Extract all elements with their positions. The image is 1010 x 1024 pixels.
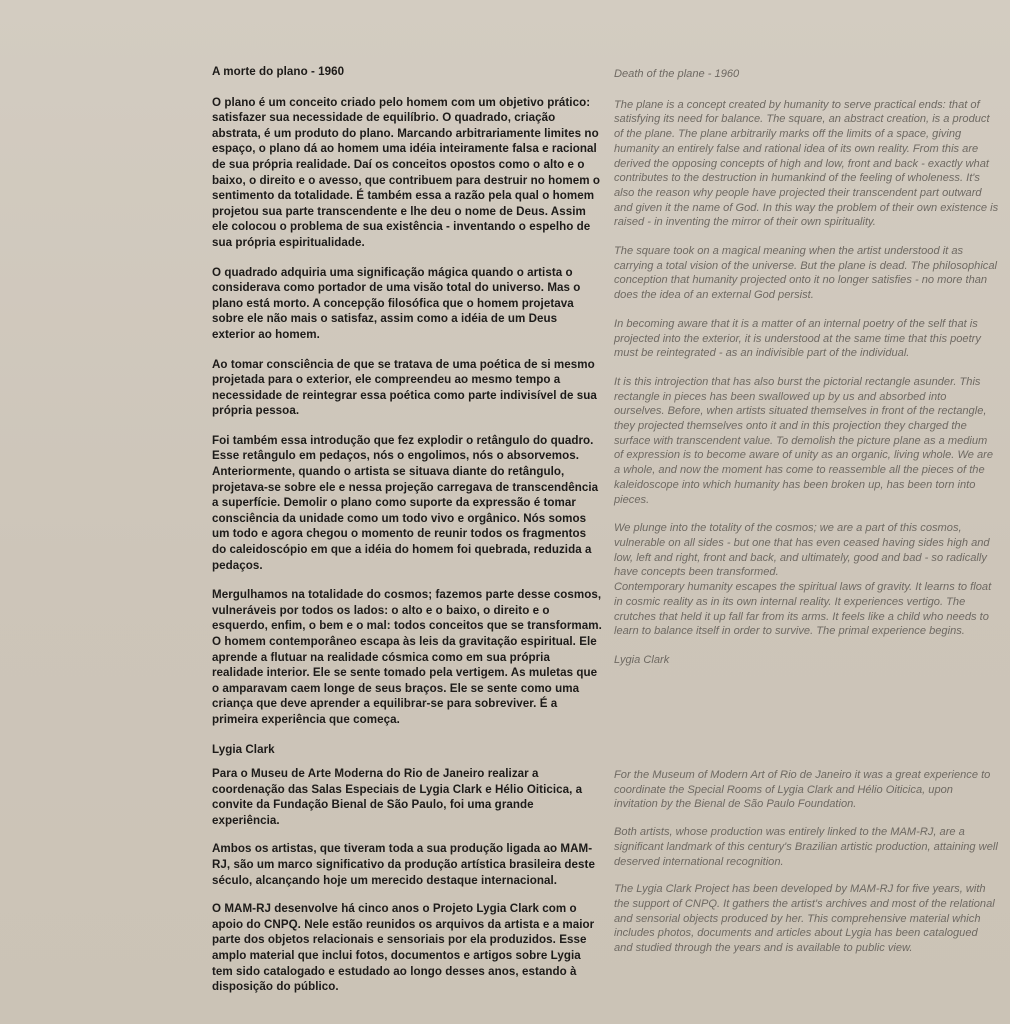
manifesto-paragraph-en: Contemporary humanity escapes the spiritual laws of gravity. It learns to float in cosmic reality as in its own internal reality. It experiences vertigo. The crutches that held it up fall far from its arms. It feels like a child who needs to learn to balance itself in order to survive. The primal experience begins. bbox=[614, 581, 992, 638]
manifesto-title-en: Death of the plane - 1960 bbox=[614, 68, 740, 80]
museum-paragraph-pt: Ambos os artistas, que tiveram toda a sua produção ligada ao MAM-RJ, são um marco significativo da produção artística brasileira deste século, alcançando hoje um merecido destaque internacional. bbox=[212, 842, 595, 887]
manifesto-paragraph-pt: Foi também essa introdução que fez explodir o retângulo do quadro. Esse retângulo em pedaços, nós o engolimos, nós o absorvemos. Anteriormente, quando o artista se situava diante do retângulo, projetava-se sobre ele e nessa projeção carregava de transcendência a superfície. Demolir o plano como suporte da expressão é tomar consciência da unidade como um todo vivo e orgânico. Nós somos um todo e agora chegou o momento de reunir todos os fragmentos do caleidoscópio em que a idéia do homem foi quebrada, reduzida a pedaços. bbox=[212, 433, 599, 572]
museum-note-en bbox=[614, 768, 999, 956]
museum-paragraph-pt: O MAM-RJ desenvolve há cinco anos o Projeto Lygia Clark com o apoio do CNPQ. Nele estão reunidos os arquivos da artista e a maior parte dos objetos relacionais e sensoriais por ela produzidos. Esse amplo material que inclui fotos, documentos e artigos sobre Lygia tem sido catalogado e estudado ao longo desses anos, estando à disposição do público. bbox=[212, 902, 595, 994]
manifesto-paragraph-pt: Ao tomar consciência de que se tratava de uma poética de si mesmo projetada para o exterior, ele compreendeu ao mesmo tempo a necessidade de reintegrar essa poética como parte indivisível de sua própria pessoa. bbox=[212, 357, 597, 418]
museum-paragraph-en: For the Museum of Modern Art of Rio de Janeiro it was a great experience to coordinate the Special Rooms of Lygia Clark and Hélio Oiticica, upon invitation by the Bienal de São Paulo Foundation. bbox=[614, 769, 991, 811]
manifesto-paragraph-pt: Mergulhamos na totalidade do cosmos; fazemos parte desse cosmos, vulneráveis por todos os lados: o alto e o baixo, o direito e o esquerdo, enfim, o bem e o mal: todos conceitos que se transformam. O homem contemporâneo escapa às leis da gravitação espiritual. Ele aprende a flutuar na realidade cósmica como em sua própria realidade interior. Ele se sente tomado pela vertigem. As muletas que o amparavam caem longe de seus braços. Ele se sente como uma criança que deve aprender a equilibrar-se para sobreviver. É a primeira experiência que começa. bbox=[212, 588, 602, 726]
manifesto-paragraph-en: It is this introjection that has also burst the pictorial rectangle asunder. This rectangle in pieces has been swallowed up by us and absorbed into ourselves. Before, when artists situated themselves in front of the rectangle, they projected themselves onto it and in this projection they charged the surface with transcendent value. To demolish the picture plane as a medium of expression is to become aware of unity as an organic, living whole. We are a whole, and now the moment has come to reassemble all the pieces of the kaleidoscope into which humanity has been broken up, has been torn into pieces. bbox=[614, 375, 994, 506]
manifesto-paragraph-pt: O quadrado adquiria uma significação mágica quando o artista o considerava como portador de uma visão total do universo. Mas o plano está morto. A concepção filosófica que o homem projetava sobre ele não mais o satisfaz, assim como a idéia de um Deus exterior ao homem. bbox=[212, 265, 581, 341]
manifesto-title-pt: A morte do plano - 1960 bbox=[212, 65, 345, 78]
museum-paragraph-en: Both artists, whose production was entirely linked to the MAM-RJ, are a significant landmark of this century's Brazilian artistic production, attaining well deserved international recognition. bbox=[614, 826, 998, 868]
signature-pt: Lygia Clark bbox=[212, 742, 275, 756]
manifesto-paragraph-en: In becoming aware that it is a matter of an internal poetry of the self that is projected into the exterior, it is understood at the same time that this poetry must be reintegrated - as an indivisible part of the individual. bbox=[614, 317, 981, 360]
museum-paragraph-en: The Lygia Clark Project has been developed by MAM-RJ for five years, with the support of CNPQ. It gathers the artist's archives and most of the relational and sensorial objects produced by her. This comprehensive material which includes photos, documents and articles about Lygia has been catalogued and studied through the years and is available to public view. bbox=[614, 883, 995, 955]
portuguese-manifesto bbox=[212, 64, 602, 757]
manifesto-paragraph-en: The square took on a magical meaning when the artist understood it as carrying a total vision of the universe. But the plane is dead. The philosophical conception that humanity projected onto it no longer satisfies - no more than does the idea of an external God persist. bbox=[614, 245, 997, 302]
manifesto-paragraph-pt: O plano é um conceito criado pelo homem com um objetivo prático: satisfazer sua necessidade de equilíbrio. O quadrado, criação abstrata, é um produto do plano. Marcando arbitrariamente limites no espaço, o plano dá ao homem uma idéia inteiramente falsa e racional de sua própria realidade. Daí os conceitos opostos como o alto e o baixo, o direito e o avesso, que contribuem para destruir no homem o sentimento da totalidade. É também essa a razão pela qual o homem projetou sua parte transcendente e lhe deu o nome de Deus. Assim ele colocou o problema de sua existência - inventando o espelho de sua própria espiritualidade. bbox=[212, 95, 601, 249]
museum-note-pt bbox=[212, 766, 602, 995]
manifesto-paragraph-en: The plane is a concept created by humanity to serve practical ends: that of satisfying its need for balance. The square, an abstract creation, is a product of the plane. The plane arbitrarily marks off the limits of a space, giving humanity an entirely false and rational idea of its own reality. From this are derived the opposing concepts of high and low, front and back - exactly what contributes to the destruction in humankind of the feeling of wholeness. It's also the reason why people have projected their transcendent part outward and given it the name of God. In this way the problem of their own existence is raised - in inventing the mirror of their own spirituality. bbox=[614, 98, 999, 229]
signature-en: Lygia Clark bbox=[614, 653, 670, 666]
english-manifesto bbox=[614, 67, 999, 668]
museum-paragraph-pt: Para o Museu de Arte Moderna do Rio de Janeiro realizar a coordenação das Salas Especiais de Lygia Clark e Hélio Oiticica, a convite da Fundação Bienal de São Paulo, foi uma grande experiência. bbox=[212, 767, 583, 827]
manifesto-paragraph-en: We plunge into the totality of the cosmos; we are a part of this cosmos, vulnerable on all sides - but one that has even ceased having sides high and low, left and right, front and back, and ultimately, good and bad - so radically have concepts been transformed. bbox=[614, 522, 990, 579]
